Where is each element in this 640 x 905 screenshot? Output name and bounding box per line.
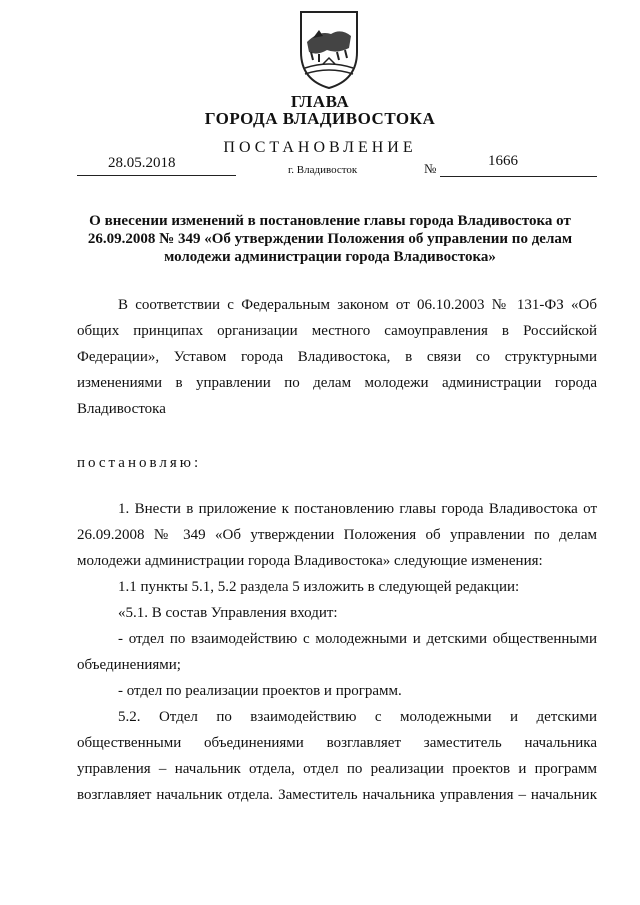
clause-1: 1. Внести в приложение к постановлению главы города Владивостока от 26.09.2008 № 349 «Об утверждении Положения об управлении по делам молодежи администрации города Владивостока» следующие изменения: [77,501,597,569]
list-item: - отдел по реализации проектов и программ. [118,683,402,699]
document-date: 28.05.2018 [108,155,176,171]
issuer-city: ГОРОДА ВЛАДИВОСТОКА [204,109,436,128]
date-underline [77,175,236,176]
list-item: - отдел по взаимодействию с молодежными и детскими общественными объединениями; [77,631,597,673]
clause-1-1: 1.1 пункты 5.1, 5.2 раздела 5 изложить в следующей редакции: [118,579,520,595]
clause-5-2: 5.2. Отдел по взаимодействию с молодежными и детскими общественными объединениями возглавляет заместитель начальника управления – начальник отдела, отдел по реализации проектов и программ возглавляет начальник отдела. Заместитель начальника управления – начальник [77,709,597,803]
title-line: 26.09.2008 № 349 «Об утверждении Положения об управлении по делам [87,231,573,247]
document-type: ПОСТАНОВЛЕНИЕ [223,139,417,156]
decree-word: постановляю: [77,455,202,471]
preamble-paragraph: В соответствии с Федеральным законом от 06.10.2003 № 131-ФЗ «Об общих принципах организации местного самоуправления в Российской Федерации», Уставом города Владивостока, в связи со структурными изменениями в управлении по делам молодежи администрации города Владивостока [77,297,597,417]
document-city: г. Владивосток [288,164,358,176]
title-line: О внесении изменений в постановление главы города Владивостока от [89,213,571,229]
document-title [60,212,600,266]
document-number: 1666 [488,153,518,169]
number-underline [440,176,597,177]
title-line: молодежи администрации города Владивостока» [164,249,496,265]
number-sign: № [424,161,437,176]
city-coat-of-arms-icon [297,8,361,90]
clause-5-1: «5.1. В состав Управления входит: [118,605,338,621]
issuer-title: ГЛАВА [290,92,350,111]
